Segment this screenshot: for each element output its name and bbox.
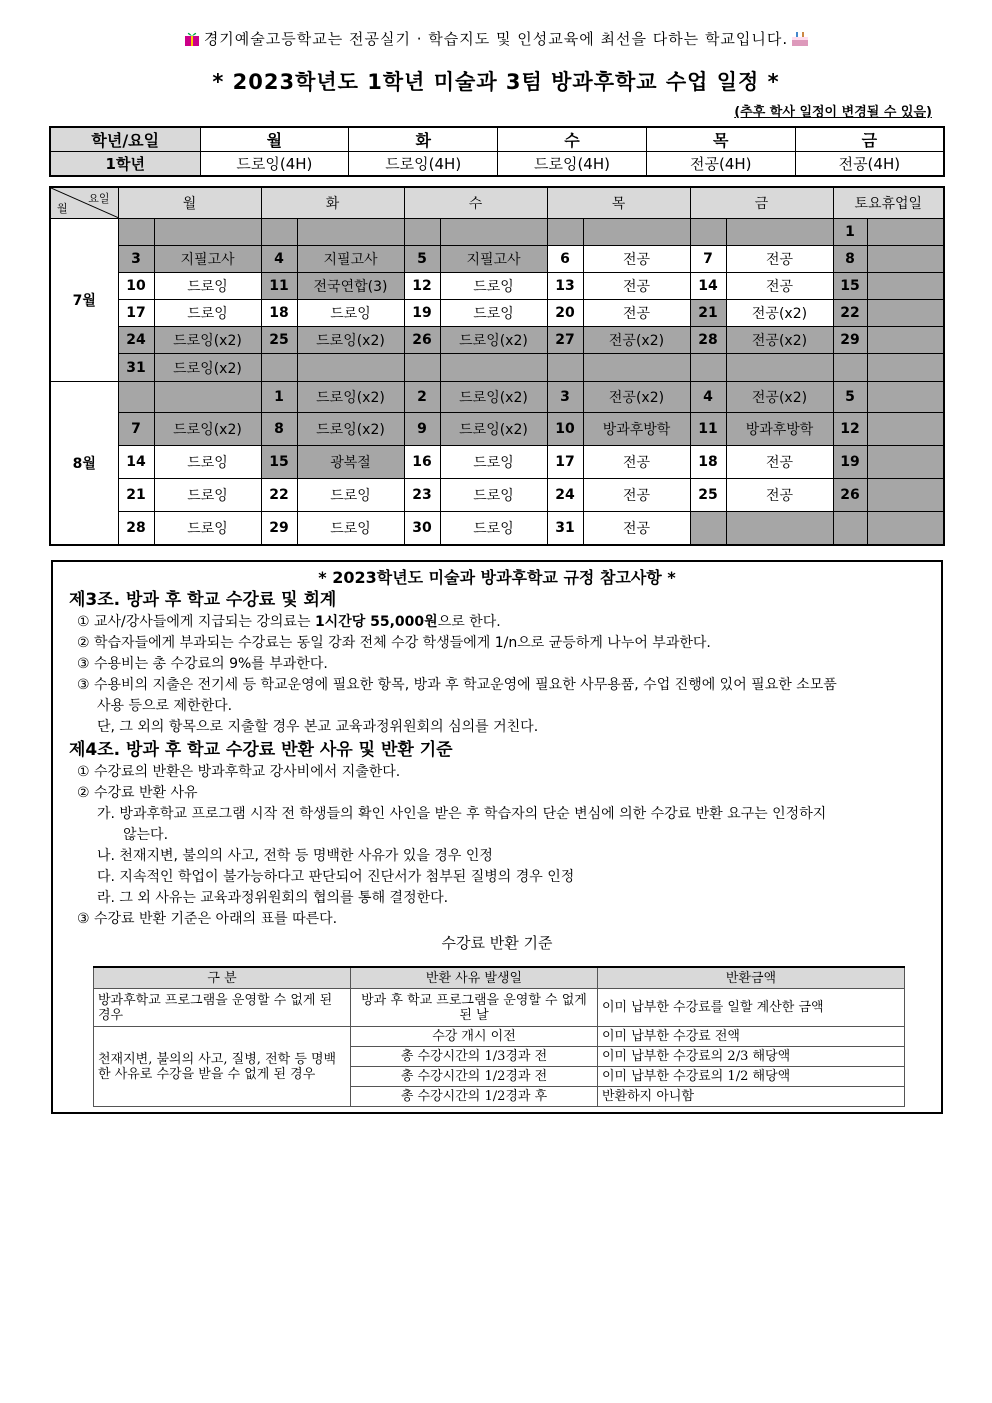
calendar-date <box>833 512 867 545</box>
article4-item2-ga: 가. 방과후학교 프로그램 시작 전 학생들의 확인 사인을 받은 후 학습자의 단순 변심에 의한 수강료 반환 요구는 인정하지 <box>97 806 827 822</box>
calendar-activity: 방과후방학 <box>726 413 833 446</box>
refund-amount-1: 이미 납부한 수강료를 일할 계산한 금액 <box>598 989 905 1027</box>
calendar-date: 4 <box>690 382 726 413</box>
article3-item3: ③ 수용비는 총 수강료의 9%를 부과한다. <box>77 656 328 672</box>
calendar-activity: 전공 <box>726 246 833 273</box>
refund-case-1: 방과후학교 프로그램을 운영할 수 없게 된 경우 <box>94 989 351 1027</box>
school-motto <box>0 28 992 49</box>
calendar-date: 21 <box>690 300 726 327</box>
calendar-date: 3 <box>118 246 154 273</box>
article3-item4-note: 단, 그 외의 항목으로 지출할 경우 본교 교육과정위원회의 심의를 거친다. <box>97 719 539 735</box>
page-title: * 2023학년도 1학년 미술과 3텀 방과후학교 수업 일정 * <box>212 70 780 94</box>
calendar-date <box>261 354 297 382</box>
calendar-activity: 드로잉(x2) <box>154 413 261 446</box>
calendar-activity: 드로잉 <box>154 446 261 479</box>
calendar-activity: 드로잉(x2) <box>297 382 404 413</box>
calendar-date: 5 <box>833 382 867 413</box>
calendar-table <box>49 186 945 546</box>
calendar-activity <box>726 512 833 545</box>
cal-header-sat: 토요휴업일 <box>833 187 944 219</box>
calendar-activity: 드로잉(x2) <box>440 327 547 354</box>
calendar-date: 22 <box>261 479 297 512</box>
calendar-date: 1 <box>261 382 297 413</box>
calendar-activity: 드로잉 <box>440 273 547 300</box>
calendar-date <box>404 354 440 382</box>
calendar-date: 17 <box>547 446 583 479</box>
article3-item4-cont: 사용 등으로 제한한다. <box>97 698 233 714</box>
calendar-activity: 전공(x2) <box>726 382 833 413</box>
calendar-date <box>118 382 154 413</box>
cal-header-wed: 수 <box>404 187 547 219</box>
calendar-activity <box>440 219 547 246</box>
article4-item2-ra: 라. 그 외 사유는 교육과정위원회의 협의를 통해 결정한다. <box>97 890 449 906</box>
weekly-value: 전공(4H) <box>795 152 944 177</box>
calendar-date: 11 <box>690 413 726 446</box>
refund-date-1: 방과 후 학교 프로그램을 운영할 수 없게 된 날 <box>351 989 598 1027</box>
calendar-date: 8 <box>261 413 297 446</box>
august-rows <box>50 382 944 545</box>
calendar-week-row <box>50 219 944 246</box>
calendar-date: 19 <box>833 446 867 479</box>
refund-amount: 이미 납부한 수강료의 2/3 해당액 <box>598 1047 905 1067</box>
calendar-date: 26 <box>833 479 867 512</box>
calendar-date: 31 <box>547 512 583 545</box>
calendar-date: 15 <box>261 446 297 479</box>
refund-header: 구 분 <box>94 967 351 989</box>
calendar-date: 20 <box>547 300 583 327</box>
calendar-date: 29 <box>261 512 297 545</box>
calendar-activity: 드로잉 <box>154 479 261 512</box>
calendar-date: 12 <box>833 413 867 446</box>
calendar-date <box>261 219 297 246</box>
refund-table <box>93 966 905 1107</box>
calendar-activity: 드로잉 <box>154 273 261 300</box>
calendar-activity <box>867 512 944 545</box>
calendar-date: 21 <box>118 479 154 512</box>
calendar-date: 29 <box>833 327 867 354</box>
calendar-activity <box>867 413 944 446</box>
calendar-activity: 드로잉(x2) <box>440 382 547 413</box>
calendar-activity: 지필고사 <box>297 246 404 273</box>
calendar-date <box>833 354 867 382</box>
calendar-activity <box>726 354 833 382</box>
refund-amount: 반환하지 아니함 <box>598 1087 905 1107</box>
calendar-activity <box>867 354 944 382</box>
calendar-activity: 드로잉 <box>297 512 404 545</box>
weekly-day: 금 <box>795 127 944 152</box>
calendar-activity: 전국연합(3) <box>297 273 404 300</box>
calendar-date: 14 <box>690 273 726 300</box>
calendar-date: 12 <box>404 273 440 300</box>
calendar-activity <box>867 300 944 327</box>
calendar-activity <box>297 354 404 382</box>
cal-header-fri: 금 <box>690 187 833 219</box>
calendar-activity <box>726 219 833 246</box>
calendar-date <box>690 512 726 545</box>
weekly-value: 드로잉(4H) <box>349 152 498 177</box>
calendar-date: 25 <box>261 327 297 354</box>
weekly-day: 목 <box>646 127 795 152</box>
calendar-activity <box>867 327 944 354</box>
calendar-activity: 드로잉 <box>440 446 547 479</box>
refund-date: 총 수강시간의 1/2경과 전 <box>351 1067 598 1087</box>
calendar-activity: 전공 <box>583 446 690 479</box>
calendar-activity: 전공 <box>583 479 690 512</box>
calendar-date: 7 <box>118 413 154 446</box>
calendar-activity <box>867 479 944 512</box>
calendar-activity: 지필고사 <box>154 246 261 273</box>
calendar-date: 17 <box>118 300 154 327</box>
calendar-date: 27 <box>547 327 583 354</box>
change-note: (추후 학사 일정이 변경될 수 있음) <box>734 105 932 120</box>
cake-icon <box>790 28 810 48</box>
corner-month-label: 월 <box>57 202 68 215</box>
calendar-date: 9 <box>404 413 440 446</box>
weekly-value: 드로잉(4H) <box>200 152 349 177</box>
calendar-week-row <box>50 446 944 479</box>
calendar-activity: 드로잉(x2) <box>154 354 261 382</box>
calendar-date: 1 <box>833 219 867 246</box>
rules-box <box>51 560 943 1114</box>
calendar-date: 22 <box>833 300 867 327</box>
calendar-week-row <box>50 246 944 273</box>
calendar-activity <box>867 382 944 413</box>
calendar-date: 5 <box>404 246 440 273</box>
weekly-day: 화 <box>349 127 498 152</box>
calendar-week-row <box>50 512 944 545</box>
article4-title: 제4조. 방과 후 학교 수강료 반환 사유 및 반환 기준 <box>69 740 453 760</box>
calendar-date: 24 <box>547 479 583 512</box>
refund-date: 수강 개시 이전 <box>351 1027 598 1047</box>
article4-item2-na: 나. 천재지변, 불의의 사고, 전학 등 명백한 사유가 있을 경우 인정 <box>97 848 493 864</box>
calendar-date <box>547 354 583 382</box>
motto-text: 경기예술고등학교는 전공실기 · 학습지도 및 인성교육에 최선을 다하는 학교입니다. <box>203 30 789 48</box>
cal-header-thu: 목 <box>547 187 690 219</box>
calendar-date: 8 <box>833 246 867 273</box>
calendar-activity <box>867 446 944 479</box>
calendar-date: 3 <box>547 382 583 413</box>
calendar-activity: 드로잉(x2) <box>297 327 404 354</box>
calendar-date: 2 <box>404 382 440 413</box>
august-month-label: 8월 <box>50 382 118 545</box>
refund-header: 반환금액 <box>598 967 905 989</box>
calendar-date: 15 <box>833 273 867 300</box>
calendar-activity: 지필고사 <box>440 246 547 273</box>
calendar-activity: 드로잉(x2) <box>440 413 547 446</box>
article4-item3: ③ 수강료 반환 기준은 아래의 표를 따른다. <box>77 911 338 927</box>
calendar-date: 25 <box>690 479 726 512</box>
calendar-activity: 드로잉 <box>154 300 261 327</box>
calendar-week-row <box>50 273 944 300</box>
calendar-activity <box>867 219 944 246</box>
calendar-date <box>690 219 726 246</box>
calendar-week-row <box>50 300 944 327</box>
calendar-activity: 전공 <box>583 273 690 300</box>
cal-header-mon: 월 <box>118 187 261 219</box>
calendar-week-row <box>50 413 944 446</box>
cal-header-tue: 화 <box>261 187 404 219</box>
calendar-activity: 드로잉 <box>154 512 261 545</box>
calendar-date <box>690 354 726 382</box>
calendar-date: 18 <box>261 300 297 327</box>
weekly-grade-label: 1학년 <box>50 152 200 177</box>
refund-date: 총 수강시간의 1/3경과 전 <box>351 1047 598 1067</box>
weekly-schedule-table <box>49 126 945 177</box>
calendar-week-row <box>50 354 944 382</box>
calendar-activity: 드로잉 <box>440 479 547 512</box>
calendar-activity: 전공 <box>726 273 833 300</box>
calendar-date: 26 <box>404 327 440 354</box>
calendar-activity <box>297 219 404 246</box>
calendar-activity: 전공(x2) <box>583 327 690 354</box>
refund-case-2: 천재지변, 불의의 사고, 질병, 전학 등 명백한 사유로 수강을 받을 수 없게 된 경우 <box>94 1027 351 1107</box>
calendar-activity <box>583 354 690 382</box>
calendar-date: 24 <box>118 327 154 354</box>
calendar-activity: 전공 <box>726 446 833 479</box>
calendar-activity: 전공(x2) <box>726 327 833 354</box>
calendar-date: 13 <box>547 273 583 300</box>
weekly-value: 드로잉(4H) <box>498 152 647 177</box>
calendar-activity <box>583 219 690 246</box>
calendar-activity: 전공(x2) <box>726 300 833 327</box>
calendar-activity: 전공(x2) <box>583 382 690 413</box>
calendar-week-row <box>50 327 944 354</box>
calendar-activity <box>867 273 944 300</box>
calendar-activity: 드로잉 <box>440 300 547 327</box>
calendar-week-row <box>50 479 944 512</box>
calendar-date: 7 <box>690 246 726 273</box>
calendar-activity: 드로잉 <box>440 512 547 545</box>
article4-item2: ② 수강료 반환 사유 <box>77 785 198 801</box>
calendar-date: 4 <box>261 246 297 273</box>
calendar-date: 28 <box>690 327 726 354</box>
calendar-date: 19 <box>404 300 440 327</box>
refund-header: 반환 사유 발생일 <box>351 967 598 989</box>
calendar-date <box>404 219 440 246</box>
calendar-activity <box>867 246 944 273</box>
calendar-activity: 전공 <box>583 246 690 273</box>
calendar-activity <box>154 382 261 413</box>
july-month-label: 7월 <box>50 219 118 382</box>
refund-amount: 이미 납부한 수강료의 1/2 해당액 <box>598 1067 905 1087</box>
article3-title: 제3조. 방과 후 학교 수강료 및 회계 <box>69 590 337 610</box>
article3-item4: ③ 수용비의 지출은 전기세 등 학교운영에 필요한 항목, 방과 후 학교운영에 필요한 사무용품, 수업 진행에 있어 필요한 소모품 <box>77 677 837 693</box>
calendar-activity <box>440 354 547 382</box>
weekly-value: 전공(4H) <box>646 152 795 177</box>
lecture-fee: 1시간당 55,000원 <box>314 614 438 630</box>
calendar-date: 14 <box>118 446 154 479</box>
refund-amount: 이미 납부한 수강료 전액 <box>598 1027 905 1047</box>
calendar-date: 30 <box>404 512 440 545</box>
weekly-corner: 학년/요일 <box>50 127 200 152</box>
calendar-activity <box>154 219 261 246</box>
refund-date: 총 수강시간의 1/2경과 후 <box>351 1087 598 1107</box>
calendar-activity: 광복절 <box>297 446 404 479</box>
calendar-date: 31 <box>118 354 154 382</box>
refund-table-title: 수강료 반환 기준 <box>441 934 553 952</box>
calendar-corner <box>50 187 118 219</box>
calendar-week-row <box>50 382 944 413</box>
calendar-activity: 드로잉(x2) <box>297 413 404 446</box>
calendar-date: 23 <box>404 479 440 512</box>
corner-day-label: 요일 <box>88 192 110 205</box>
rules-title: * 2023학년도 미술과 방과후학교 규정 참고사항 * <box>318 568 676 587</box>
calendar-date <box>547 219 583 246</box>
calendar-date: 16 <box>404 446 440 479</box>
article3-item2: ② 학습자들에게 부과되는 수강료는 동일 강좌 전체 수강 학생들에게 1/n으로 균등하게 나누어 부과한다. <box>77 635 711 651</box>
article4-item2-ga-cont: 않는다. <box>123 827 169 843</box>
article3-item1: ① 교사/강사들에게 지급되는 강의료는 1시간당 55,000원으로 한다. <box>77 614 501 630</box>
july-rows <box>50 219 944 382</box>
gift-icon <box>182 28 202 48</box>
calendar-date: 18 <box>690 446 726 479</box>
calendar-activity: 드로잉 <box>297 300 404 327</box>
calendar-activity: 드로잉(x2) <box>154 327 261 354</box>
calendar-activity: 전공 <box>726 479 833 512</box>
weekly-day: 월 <box>200 127 349 152</box>
calendar-date <box>118 219 154 246</box>
calendar-activity: 전공 <box>583 512 690 545</box>
calendar-date: 10 <box>547 413 583 446</box>
calendar-date: 28 <box>118 512 154 545</box>
calendar-date: 11 <box>261 273 297 300</box>
article4-item1: ① 수강료의 반환은 방과후학교 강사비에서 지출한다. <box>77 764 401 780</box>
weekly-day: 수 <box>498 127 647 152</box>
article4-item2-da: 다. 지속적인 학업이 불가능하다고 판단되어 진단서가 첨부된 질병의 경우 인정 <box>97 869 575 885</box>
calendar-date: 10 <box>118 273 154 300</box>
calendar-activity: 방과후방학 <box>583 413 690 446</box>
calendar-activity: 전공 <box>583 300 690 327</box>
calendar-activity: 드로잉 <box>297 479 404 512</box>
calendar-date: 6 <box>547 246 583 273</box>
